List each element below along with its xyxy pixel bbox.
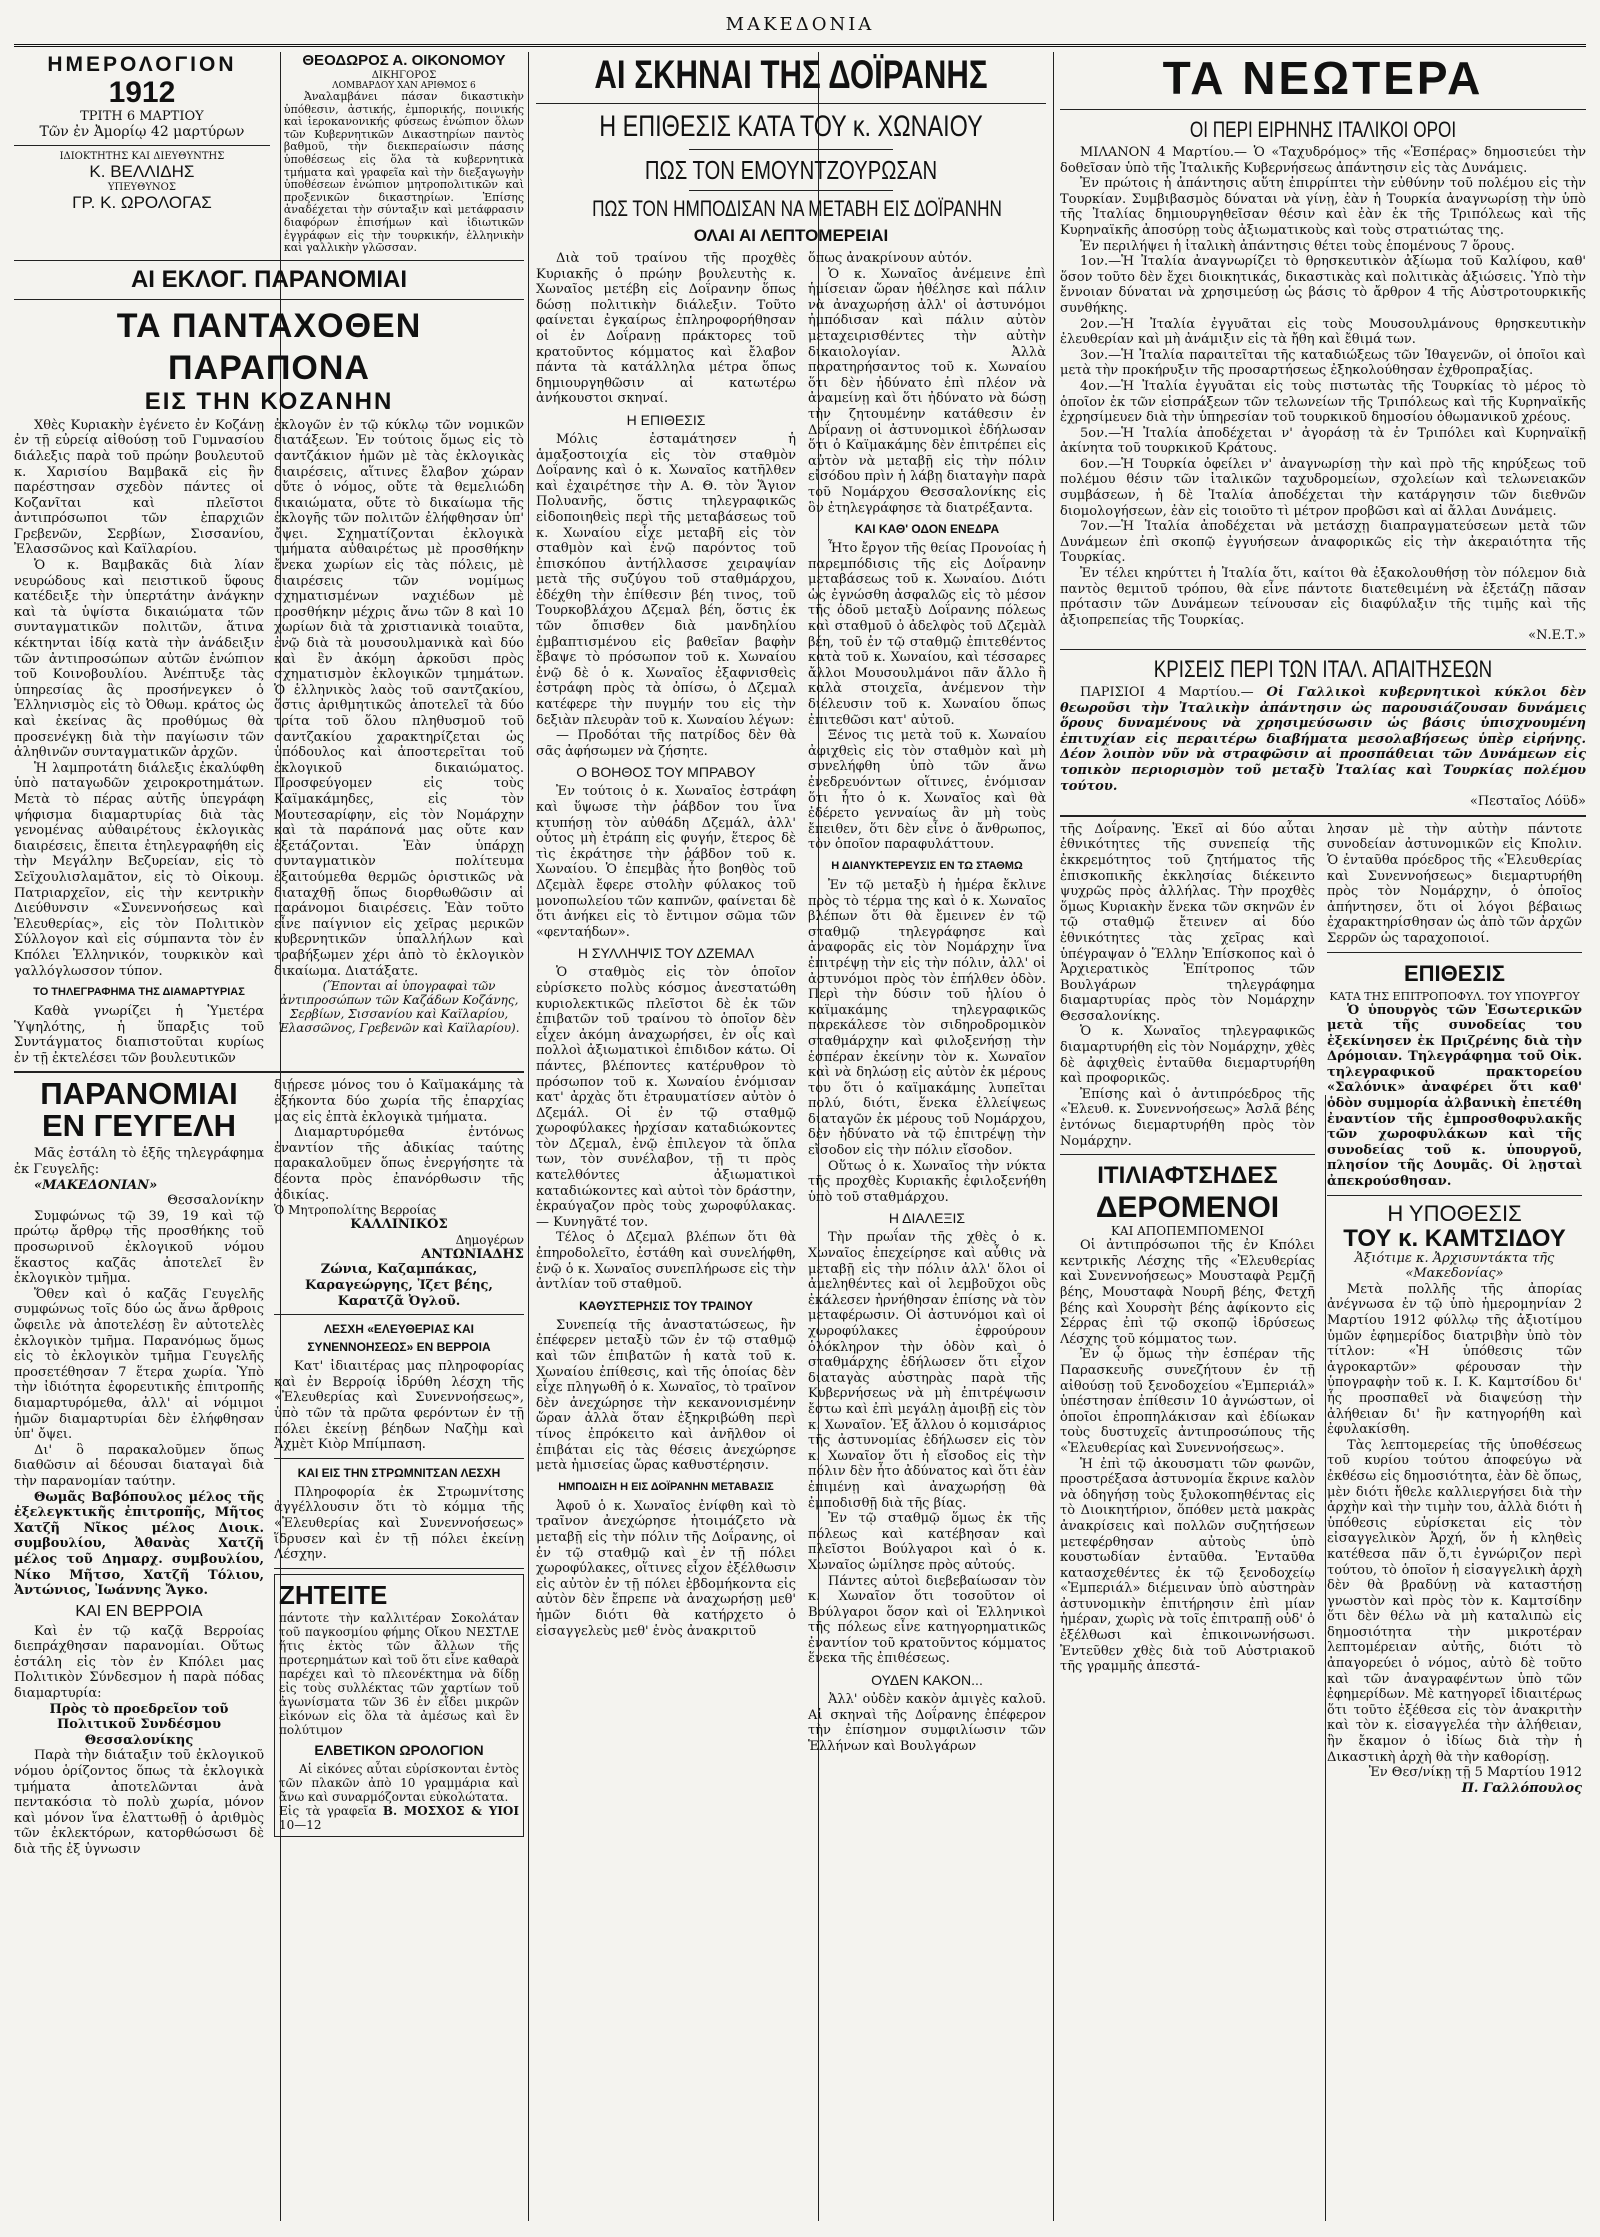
paragraph: Ἐν ᾧ ὅμως τὴν ἑσπέραν τῆς Παρασκευῆς συνεζήτουν ἐν τῇ αἰθούσῃ τοῦ ξενοδοχείου «Ἐμπεριάλ» ὑπέστησαν ἐπίθεσιν 10 ἀγνώστων, οἱ ὁποῖοι ἐπροπηλάκισαν καὶ ἐδίωκαν τοὺς δυστυχεῖς ἀντιπροσώπους τῆς «Ἐλευθερίας καὶ Συνεννοήσεως». — [1060, 1347, 1315, 1456]
kozani-title: ΤΑ ΠΑΝΤΑΧΟΘΕΝ ΠΑΡΑΠΟΝΑ — [116, 306, 422, 387]
ad-text: πάντοτε τὴν καλλιτέραν Σοκολάταν τοῦ παγκοσμίου φήμης Οἴκου ΝΕΣΤΛΕ ἥτις ἐκτὸς τῶν ἄλλων τῆς προτερημάτων καὶ τοῦ ὅτι εἶνε καθαρὰ παρέχει καὶ τὸ πλεονέκτημα νὰ δίδῃ εἰς τοὺς συλλέκτας τῶν χαρτίων τοῦ ἀγωνίσματα τῶν 36 ἐν εἴδει μικρῶν εἰκόνων εἰς ὅλα τὰ ἀμέσως καὶ ἓν πολύτιμον — [279, 1610, 519, 1737]
paragraph: Κατ' ἰδιαιτέρας μας πληροφορίας καὶ ἐν Βερροίᾳ ἱδρύθη λέσχη τῆς «Ἐλευθερίας καὶ Συνεννοήσεως», ὑπὸ τῶν τὰ πρῶτα φερόντων ἐν τῇ πόλει ἐκείνῃ βέηδων Ναζὴμ καὶ Ἀχμὲτ Κιὸρ Μπίμπαση. — [274, 1359, 524, 1453]
divider — [14, 260, 524, 261]
gevgeli-title2: ΕΝ ΓΕΥΓΕΛΗ — [41, 1108, 237, 1144]
term: 5ον.—Ἡ Ἰταλία ἀποδέχεται ν' ἀγοράσῃ τὰ ἐν Τριπόλει καὶ Κυρηναϊκῇ ἀκίνητα τοῦ τουρκικοῦ Κράτους. — [1060, 425, 1586, 457]
latest-lead: Ὁ «Ταχυδρόμος» τῆς «Ἑσπέρας» δημοσιεύει τὴν δοθεῖσαν ὑπὸ τῆς Ἰταλικῆς Κυβερνήσεως ἀπάντησιν εἰς τὰς Δυνάμεις. — [1060, 145, 1586, 176]
doirani-sub3: ΠΩΣ ΤΟΝ ΗΜΠΟΔΙΣΑΝ ΝΑ ΜΕΤΑΒΗ ΕΙΣ ΔΟΪΡΑΝΗΝ — [592, 196, 1002, 221]
right-lower-body — [1060, 822, 1586, 1797]
paragraph: Συνεπείᾳ τῆς ἀναστατώσεως, ἣν ἐπέφερεν μεταξὺ τῶν ἐν τῷ σταθμῷ καὶ τῶν ἐπιβατῶν ἡ κατὰ τοῦ κ. Χωναίου ἐπίθεσις, καὶ τῆς ὁποίας δὲν εἶχε πληγωθῆ ὁ κ. Χωναῖος, τὸ τραῖνον δὲν ἀνεχώρησε τὴν κεκανονισμένην ὥραν ἀλλὰ ὅταν ἐξηκριβώθη περὶ τίνος ἐπρόκειτο καὶ ἀνῆλθον οἱ ἐπιβάται εἰς τὰς θέσεις ἀνεχώρησε μετὰ ἡμισείας ὥρας καθυστέρησιν. — [536, 1317, 796, 1474]
kozani-kicker: ΑΙ ΕΚΛΟΓ. ΠΑΡΑΝΟΜΙΑΙ — [130, 265, 408, 293]
gevgeli-names: Θωμᾶς Βαβόπουλος μέλος τῆς ἐξελεγκτικῆς ἐπιτροπῆς, Μῆτος Χατζῆ Νῖκος μέλος Διοικ. συμβουλίου, Ἀθανὰς Χατζῆ μέλος τοῦ Δημαρχ. συμβουλίου, Νίκο Μῆτσο, Χατζῆ Τόλιου, Ἀντώνιος, Ἰωάννης Ἄγκο. — [14, 1489, 264, 1599]
ad-agent-line — [279, 1804, 519, 1832]
paragraph: Ὁ ὑπουργὸς τῶν Ἐσωτερικῶν μετὰ τῆς συνοδείας του ἐξεκίνησεν ἐκ Πριζρένης διὰ τὴν Δρόμοιαν. Τηλεγράφημα τοῦ Οἰκ. τηλεγραφικοῦ πρακτορείου «Σαλόνικ» ἀναφέρει ὅτι καθ' ὁδὸν συμμορία ἀλβανικὴ ἐπετέθη ἐναντίον τῆς ἐμπροσθοφυλακῆς τῶν χωροφυλάκων καὶ τῆς συνοδείας τοῦ κ. ὑπουργοῦ, πλησίον τῆς Δουμᾶς. Οἱ λῃσταὶ ἀπεκρούσθησαν. — [1327, 1002, 1582, 1190]
ad-hours: 10—12 — [279, 1817, 322, 1832]
paragraph: Ἐν τῷ σταθμῷ ὅμως ἐκ τῆς πόλεως καὶ κατέβησαν καὶ πλεῖστοι Βούλγαροι καὶ ὁ κ. Χωναῖος ὡμίλησε πρὸς αὐτούς. — [808, 1511, 1046, 1573]
right-lower-right-col — [1327, 822, 1582, 1797]
owner-label: ΙΔΙΟΚΤΗΤΗΣ ΚΑΙ ΔΙΕΥΘΥΝΤΗΣ — [59, 151, 225, 162]
divider — [1060, 815, 1586, 817]
lawyer-text: Ἀναλαμβάνει πάσαν δικαστικὴν ὑπόθεσιν, ἀστικής, ἐμπορικής, ποινικής καὶ ἱεροκανονικής φύσεως ἐνώπιον ὅλων τῶν Κυβερνητικῶν Δικαστηρίων παντὸς βαθμοῦ, τὴν διεκπεραίωσιν πάσης ὑποθέσεως εἰς ὅλα τὰ κυβερνητικὰ τμήματα καὶ γραφεῖα καὶ τὴν διεξαγωγὴν ὑποθέσεων ἐνώπιον μητροπολιτικῶν καὶ προξενικῶν δικαστηρίων. Ἐπίσης ἀναδέχεται τὴν σύνταξιν καὶ μετάφρασιν διαφόρων ἐπισήμων καὶ ἰδιωτικῶν ἐγγράφων εἰς τὴν τουρκικήν, ἑλληνικὴν καὶ γαλλικὴν γλῶσσαν. — [283, 90, 524, 255]
paragraph: Ἦτο ἔργον τῆς θείας Προνοίας ἡ παρεμπόδισις τῆς εἰς Δοΐρανην μεταβάσεως τοῦ κ. Χωναίου. Διότι ὡς ἐγνώσθη ἀσφαλῶς εἰς τὸ μέσον τῆς ὁδοῦ μεταξὺ Δοΐρανης πόλεως καὶ σταθμοῦ ὁ ἀδελφὸς τοῦ Δζεμὰλ βέη, τοῦ ἐν τῷ σταθμῷ ἐπιτεθέντος κατὰ τοῦ κ. Χωναίου, καὶ τέσσαρες ἄλλοι Μουσουλμάνοι πᾶν ἄλλο ἢ καλὰ στοιχεῖα, ἀνέμενον τὴν διέλευσιν τοῦ κ. Χωναίου ὅπως ἐπιτεθῶσι κατ' αὐτοῦ. — [808, 541, 1046, 728]
kozani-body — [14, 418, 524, 1067]
section-head: ΚΑΘΥΣΤΕΡΗΣΙΣ ΤΟΥ ΤΡΑΙΝΟΥ — [579, 1298, 753, 1313]
gevgeli-col — [14, 1078, 264, 1857]
calendar-title: ΗΜΕΡΟΛΟΓΙΟΝ — [47, 53, 237, 76]
kamtsidis-signature: Π. Γαλλόπουλος — [1461, 1780, 1582, 1796]
paragraph: Καθὰ γνωρίζει ἡ Ὑμετέρα Ὑψηλότης, ἡ ὕπαρξις τοῦ Συντάγματος διαπιστοῦται κυρίως ἐν τῇ ἐκτελέσει τῶν βουλευτικῶν — [14, 1004, 264, 1066]
paragraph: Ὁ σταθμὸς εἰς τὸν ὁποῖον εὑρίσκετο πολὺς κόσμος ἀνεστατώθη κυριολεκτικῶς πλεῖστοι δὲ ἐκ τῶν ἐπιβατῶν τοῦ τραίνου τὸ ὁποῖον δὲν εἶχεν ἀκόμη ἀναχωρήσει, ἐν οἷς καὶ πολλοὶ ἀξιωματικοὶ ἐπιδιδον κάτω. Οἱ πάντες, βλέποντες κατέρυθρον τὸ πρόσωπον τοῦ κ. Χωναίου ἐνόμισαν κατ' ἀρχὰς ὅτι ἐτραυματίσεν αὐτὸν ὁ Δζεμάλ. Οἱ ἐν τῷ σταθμῷ χωροφύλακες ἠρχίσαν καταδιώκοντες τὸν Δζεμαλ, ἐνῷ ἐπιλεγον τὰ ὅπλα των, τὸν συνέλαβον, τῇ τι πρὸς κατελθόντες ἀξιωματικοὶ καταδιώκοντες καὶ αὐτοὶ τὸν δράστην, ἐκραύγαζον πρὸς τοὺς χωροφύλακας. — Κυνηγᾶτέ τον. — [536, 965, 796, 1230]
itil-sub: ΔΕΡΟΜΕΝΟΙ — [1095, 1191, 1280, 1225]
attack-sub: ΚΑΤΑ ΤΗΣ ΕΠΙΤΡΟΠΟΦΥΛ. ΤΟΥ ΥΠΟΥΡΓΟΥ — [1329, 989, 1580, 1003]
paragraph: Ἐπίσης καὶ ὁ ἀντιπρόεδρος τῆς «Ἐλευθ. κ. Συνεννοήσεως» Ἀσλᾶ βέης ἐντόνως διεμαρτυρήθη πρὸς τὸν Νομάρχην. — [1060, 1086, 1315, 1149]
paragraph: Ἐν πρώτοις ἡ ἀπάντησις αὕτη ἐπιρρίπτει τὴν εὐθύνην τοῦ πολέμου εἰς τὴν Τουρκίαν. Συμβιβασμὸς δύναται νὰ γίνῃ, ἐὰν ἡ Τουρκία ἀναγνωρίσῃ τὴν ὑπὸ τῆς Ἰταλίας δημιουργηθεῖσαν θέσιν καὶ ἐὰν ἐκ τῆς Τριπόλεως καὶ τῆς Κυρηναϊκῆς ἀποσύρῃ τοὺς ἀξιωματικοὺς καὶ τοὺς στρατιώτας της. — [1060, 176, 1586, 238]
club-strumitsa-title: ΚΑΙ ΕΙΣ ΤΗΝ ΣΤΡΩΜΝΙΤΣΑΝ ΛΕΣΧΗ — [297, 1465, 501, 1480]
latest-dateline: ΜΙΛΑΝΟΝ 4 Μαρτίου.— — [1080, 145, 1247, 160]
ad-agent: Β. ΜΟΣΧΟΣ & ΥΙΟΙ — [382, 1803, 519, 1818]
divider — [274, 1458, 524, 1459]
ad-title: ΖΗΤΕΙΤΕ — [279, 1579, 388, 1610]
paragraph: ὅπως ἀνακρίνουν αὐτόν. — [808, 251, 973, 266]
paragraph: Μετὰ πολλῆς τῆς ἀπορίας ἀνέγνωσα ἐν τῷ ὑπὸ ἡμερομηνίαν 2 Μαρτίου 1912 φύλλῳ τῆς ἀξιοτίμου ὑμῶν ἐφημερίδος διατριβὴν ὑπὸ τὸν τίτλον: «Ἡ ὑπόθεσις τῶν ἀγροκαρτῶν» φέρουσαν τὴν ὑπογραφὴν τοῦ κ. Ι. Κ. Καμτσίδου δι' ἧς προσπαθεῖ νὰ διαψεύσῃ τὴν ἀλήθειαν δι' ἣν κατηγορήθη καὶ ἐφυλακίσθη. — [1327, 1281, 1582, 1438]
doirani-sub1: Η ΕΠΙΘΕΣΙΣ ΚΑΤΑ ΤΟΥ κ. ΧΩΝΑΙΟΥ — [599, 110, 983, 143]
ad-prize: ΕΛΒΕΤΙΚΟΝ ΩΡΟΛΟΓΙΟΝ — [314, 1741, 484, 1758]
paragraph: Ἀλλ' οὐδὲν κακὸν ἀμιγὲς καλοῦ. Αἱ σκηναὶ τῆς Δοΐρανης ἐπέφερον τὴν ἐπίσημον συμφιλίωσιν τῶν Ἑλλήνων καὶ Βουλγάρων — [808, 1692, 1046, 1754]
attack-title: ΕΠΙΘΕΣΙΣ — [1404, 960, 1505, 986]
paragraph: Παρὰ τὴν διάταξιν τοῦ ἐκλογικοῦ νόμου ὁρίζοντος ὅπως τὰ ἐκλογικὰ τμήματα ἀποτελῶνται ἀνὰ πεντακόσια τὸ πολὺ χωρία, μόνον καὶ μόνον ἵνα ἐλαττωθῇ ὁ ἀριθμὸς τῶν ἐκλεκτόρων, κατορθώσωσι δὲ διὰ τῆς ἐξ ὑγνωσιν — [14, 1748, 264, 1857]
paragraph: Διὰ τοῦ τραίνου τῆς προχθὲς Κυριακῆς ὁ πρώην βουλευτὴς κ. Χωναῖος μετέβη εἰς Δοΐρανην ὅπως δώσῃ πολιτικὴν διάλεξιν. Τοῦτο φαίνεται ἐγκαίρως ἐπληροφορήθησαν οἱ ἐν Δοΐρανῃ πράκτορες τοῦ κρατοῦντος κόμματος καὶ ἔλαβον πάντα τὰ κατάλληλα μέτρα ὅπως δημιουργηθῶσιν αἱ κατωτέρω ἀνήκουστοι σκηναί. — [536, 251, 796, 407]
paragraph: διῄρεσε μόνος του ὁ Καϊμακάμης τὰ ἑξήκοντα δύο χωρία τῆς ἐπαρχίας μας εἰς ἑπτὰ ἐκλογικὰ τμήματα. — [274, 1078, 524, 1125]
veria-others: Ζώνια, Καζαμπάκας, Καραγεώργης, Ἰζετ βέης, Καρατζᾶ Ὀγλοῦ. — [305, 1262, 493, 1309]
paragraph: Δι' ὃ παρακαλοῦμεν ὅπως διαθῶσιν αἱ δέουσαι διαταγαὶ διὰ τὴν παρανομίαν ταύτην. — [14, 1442, 264, 1489]
chocolate-ad — [274, 1574, 524, 1837]
divider — [274, 1568, 524, 1569]
divider — [536, 103, 1046, 104]
top-left-boxes — [14, 52, 524, 255]
doirani-title: ΑΙ ΣΚΗΝΑΙ ΤΗΣ ΔΟΪΡΑΝΗΣ — [594, 53, 988, 97]
kozani-signatures: (Ἕπονται αἱ ὑπογραφαὶ τῶν ἀντιπροσώπων τῶν Καζάδων Κοζάνης, Σερβίων, Σισσανίου καὶ Καϊλαρίου, Ἐλασσῶνος, Γρεβενῶν καὶ Καϊλαρίου). — [278, 979, 520, 1036]
term: 7ον.—Ἡ Ἰταλία ἀποδέχεται νὰ μετάσχῃ διαπραγματεύσεων μετὰ τῶν Δυνάμεων ἐπὶ σκοπῷ ἐγγυήσεων ἀναφορικῶς εἰς τὴν ἀκεραιότητα τῆς Τουρκίας. — [1060, 519, 1586, 566]
masthead: ΜΑΚΕΔΟΝΙΑ — [725, 14, 875, 35]
paragraph: ἐκλογῶν ἐν τῷ κύκλῳ τῶν νομικῶν διατάξεων. Ἐν τούτοις ὅμως εἰς τὸ σαντζάκιον ἡμῶν μὲ τὰς ἐκλογικὰς διαιρέσεις, αἵτινες ἔλαβον χώραν οὔτε ὁ νόμος, οὔτε τὰ θεμελιώδη δικαιώματα, οὔτε τὸ δικαίωμα τῆς ἐκλογῆς τῶν πολιτῶν ἐλήφθησαν ὑπ' ὄψει. Σχηματίζονται ἐκλογικὰ τμήματα αὐθαιρέτως μὲ προσθήκην ἔνεκα χωρίων εἰς τὰς πόλεις, μὲ διαιρέσεις τῶν νομίμως σχηματισμένων ναχιέδων μὲ προσθήκην μέχρις ἄνω τῶν 8 καὶ 10 χωρίων διὰ τὰ χριστιανικὰ τοιαῦτα, ἐνῷ διὰ τὰ μουσουλμανικὰ καὶ δύο καὶ ἓν ἀκόμη ἀρκοῦσι πρὸς σχηματισμὸν ἐκλογικῶν τμημάτων. Ὁ ἑλληνικὸς λαὸς τοῦ σαντζακίου, ὅστις ἀριθμητικῶς ἀποτελεῖ τὰ δύο τρίτα τοῦ ὅλου πληθυσμοῦ τοῦ σαντζακίου χαρακτηρίζεται ὡς ὑπόδουλος καὶ ἀποστερεῖται τοῦ ἐκλογικοῦ δικαιώματος. Προσφεύγομεν εἰς τοὺς Καϊμακάμηδες, εἰς τὸν Μουτεσαρίφην, εἰς τὸν Νομάρχην καὶ τὰ παράπονά μας οὔτε καν ἐξετάζονται. Ἐὰν ὑπάρχῃ συνταγματικὸν πολίτευμα ἐξαιτούμεθα θερμῶς ὁριστικῶς νὰ διαταχθῇ ὅπως διορθωθῶσιν αἱ παράνομοι διαιρέσεις. Ἐὰν τοῦτο εἶνε παίγνιον εἰς χεῖρας μερικῶν κυβερνητικῶν ὑπαλλήλων καὶ τραβήξωμεν χέρι ἀπὸ τὸ ἐκλογικὸν δικαίωμα. Διατάξατε. — [274, 417, 524, 979]
itil-title: ΙΤΙΛΙΑΦΤΣΗΔΕΣ — [1097, 1162, 1278, 1190]
doirani-sub2: ΠΩΣ ΤΟΝ ΕΜΟΥΝΤΖΟΥΡΩΣΑΝ — [644, 155, 938, 185]
section-head: Η ΔΙΑΝΥΚΤΕΡΕΥΣΙΣ ΕΝ ΤΩ ΣΤΑΘΜΩ — [831, 859, 1023, 872]
divider — [14, 1071, 524, 1073]
crises-source: «Πεσταῖος Λόϋδ» — [1469, 794, 1586, 810]
paragraph: Πάντες αὐτοὶ διεβεβαίωσαν τὸν κ. Χωναῖον ὅτι τοσοῦτον οἱ Βούλγαροι ὅσον καὶ οἱ Ἑλληνικοὶ τῆς πόλεως εἶνε κατηγορηματικῶς ἐναντίον τοῦ κρατοῦντος κόμματος ἕνεκα τῆς ἐπιθέσεως. — [808, 1573, 1046, 1667]
owner-name: Κ. ΒΕΛΛΙΔΗΣ — [89, 162, 195, 181]
latest-title: ΟΙ ΠΕΡΙ ΕΙΡΗΝΗΣ ΙΤΑΛΙΚΟΙ ΟΡΟΙ — [1189, 117, 1457, 142]
crises-text: Οἱ Γαλλικοὶ κυβερνητικοὶ κύκλοι δὲν θεωροῦσι τὴν Ἰταλικὴν ἀπάντησιν ὡς παρουσιάζουσαν δυνάμεις ὅρους δυναμένους νὰ χρησιμεύσωσιν ὡς βάσις ὑπισχνουμένη ἐπιτυχίαν εἰς περαιτέρω διαβήματα μεσολαβήσεως ὑπὲρ εἰρήνης. Δέον λοιπὸν νῦν νὰ στραφῶσιν αἱ προσπάθειαι τῶν Δυνάμεων εἰς τοπικὸν περιορισμὸν τοῦ μεταξὺ Ἰταλίας καὶ Τουρκίας πολέμου τούτου. — [1060, 685, 1586, 794]
crises-title: ΚΡΙΣΕΙΣ ΠΕΡΙ ΤΩΝ ΙΤΑΛ. ΑΠΑΙΤΗΣΕΩΝ — [1153, 656, 1493, 683]
paragraph: τῆς Δοΐρανης. Ἐκεῖ αἱ δύο αὗται ἐθνικότητες τῆς συνεπείᾳ τῆς ἐκκρεμότητος τοῦ ζητήματος τῆς ἐπισκοπικῆς ἐκκλησίας διέκειντο ψυχρῶς πρὸς ἀλλήλας. Τὴν προχθὲς ὅμως Κυριακὴν ἕνεκα τῶν σκηνῶν ἐν τῷ σταθμῷ ἔτεινεν αἱ δύο ἐθνικότητες τὰς χεῖρας καὶ ὑπέγραψαν ὁ Ἕλλην Ἐπίσκοπος καὶ ὁ Ἀρχιερατικὸς Ἐπίτροπος τῶν Βουλγάρων τηλεγράφημα διαμαρτυρίας πρὸς τὸν Νομάρχην Θεσσαλονίκης. — [1060, 821, 1315, 1024]
paragraph: Ἡ λαμπροτάτη διάλεξις ἐκαλύφθη ὑπὸ παταγωδῶν χειροκροτημάτων. Μετὰ τὸ πέρας αὐτῆς ὑπεγράφη ψήφισμα διαμαρτυρίας διὰ τὰς γενομένας αὐθαιρέτους ἐκλογικὰς διαιρέσεις, ἔπειτα ἐτηλεγραφήθη εἰς τὴν Μεγάλην Βεζυρείαν, εἰς τὸ Σεϊχουλισλαμᾶτον, εἰς τὸ Οἰκουμ. Πατριαρχεῖον, εἰς τὴν κεντρικὴν Διεύθυνσιν «Συνεννοήσεως καὶ Ἐλευθερίας», εἰς τὸν Πολιτικὸν Σύλλογον καὶ εἰς σύμπαντα τὸν ἐν Κπόλει Ἑλληνικόν, τουρκικὸν καὶ γαλλόγλωσσον τύπον. — [14, 760, 264, 979]
section-head: Η ΣΥΛΛΗΨΙΣ ΤΟΥ ΔΖΕΜΑΛ — [577, 945, 755, 962]
gevgeli-city: Θεσσαλονίκην — [167, 1193, 264, 1209]
ad-text2: Αἱ εἰκόνες αὗται εὑρίσκονται ἐντὸς τῶν πλακῶν ἀπὸ 10 γραμμάρια καὶ ἄνω καὶ συναρμόζονται εὐκολώτατα. — [279, 1761, 519, 1804]
term: 4ον.—Ἡ Ἰταλία ἐγγυᾶται εἰς τοὺς πιστωτὰς τῆς Τουρκίας τὸ μέρος τὸ ὁποῖον ἐκ τῶν εἰσπράξεων τῶν τελωνείων τῆς Τριπόλεως καὶ τῆς Κυρηναϊκῆς ἐχρησίμευεν διὰ τὴν ὑπηρεσίαν τοῦ τουρκικοῦ δημοσίου ὀθωμανικοῦ χρέους. — [1060, 378, 1586, 426]
term: 6ον.—Ἡ Τουρκία ὀφείλει ν' ἀναγνωρίσῃ τὴν καὶ πρὸ τῆς κηρύξεως τοῦ πολέμου θέσιν τῶν ἰταλικῶν ταχυδρομείων, σχολείων καὶ τελωνειακῶν συμβάσεων, ἡ δὲ Ἰταλία ἀποδέχεται τὴν κατάργησιν τῶν διεθνῶν διομολογήσεων, ἐὰν εἰς τοιοῦτο τὶ μέτρον προβῶσι καὶ αἱ ἄλλαι Δυνάμεις. — [1060, 456, 1586, 519]
paragraph: Ἐν τούτοις ὁ κ. Χωναῖος ἐστράφη καὶ ὕψωσε τὴν ῥάβδον του ἵνα κτυπήσῃ τὸν αὐθάδη Δζεμάλ, ἀλλ' οὗτος μὴ ἐτράπη εἰς φυγήν, ἕτερος δὲ τὶς ἐκράτησε τὴν ῥάβδον τοῦ κ. Χωναίου. Ὁ ἐπεμβὰς ἦτο βοηθὸς τοῦ Δζεμὰλ ἔφερε στολὴν φύλακος τοῦ μονοπωλείου τῶν καπνῶν, φαίνεται δὲ ὅτι ἀνήκει εἰς τὸ ἔντιμον σῶμα τῶν «φενταήδων». — [536, 784, 796, 940]
doirani-body — [536, 251, 1046, 1754]
calendar-year: 1912 — [108, 76, 176, 109]
paragraph: Ὁ κ. Χωναῖος τηλεγραφικῶς διαμαρτυρήθη εἰς τὸν Νομάρχην, χθὲς δὲ ἀφιχθεὶς ἐνταῦθα διεμαρτυρήθη καὶ προφορικῶς. — [1060, 1024, 1315, 1087]
bishop-name: ΚΑΛΛΙΝΙΚΟΣ — [350, 1217, 448, 1233]
paragraph: Τὴν πρωΐαν τῆς χθὲς ὁ κ. Χωναῖος ἐπεχείρησε καὶ αὖθις νὰ μεταβῇ εἰς τὴν πόλιν ἀλλ' ὅλοι οἱ ἀμεληθέντες καὶ οἱ λεμβοῦχοι οὓς ἐκάλεσεν ἠρνήθησαν ἐπίσης νὰ τὸν μεταφέρωσιν. Οἱ ἀστυνόμοι καὶ οἱ χωροφύλακες ἐφρούρουν ὁλόκληρον τὴν ὁδὸν καὶ ὁ σταθμάρχης ἐδήλωσεν ὅτι εἶχον διαταγὰς αὐστηρὰς παρὰ τῆς Κυβερνήσεως νὰ μὴ ἐπιτρέψωσιν ἔστω καὶ ἐπὶ μεγάλῃ ἀμοιβῇ εἰς τὸν κ. Χωναῖον. Ἐξ ἄλλου ὁ κομισάριος τῆς ἀστυνομίας ἐδήλωσεν εἰς τὸν κ. Χωναῖον ὅτι ἡ εἴσοδος εἰς τὴν πόλιν δὲν ἦτο ἀδύνατος καὶ ὅτι ἐὰν ἐπιμένῃ καὶ ἀναχωρήσῃ θὰ ἐμποδισθῇ διὰ τῆς βίας. — [808, 1230, 1046, 1511]
ad-agent-prefix: Εἰς τὰ γραφεῖα — [279, 1803, 377, 1818]
paragraph: Μόλις ἐσταμάτησεν ἡ ἁμαξοστοιχία εἰς τὸν σταθμὸν Δοΐρανης καὶ ὁ κ. Χωναῖος κατῆλθεν καὶ ἐχαιρέτησε τὴν Α. Θ. τὸν Ἅγιον Πολυανῆς, ὅστις τηλεγραφικῶς εἰδοποιηθεὶς περὶ τῆς μεταβάσεως τοῦ κ. Χωναίου εἶχε μεταβῆ εἰς τὸν σταθμὸν καὶ ἐνῷ παρόντος τοῦ ἐπισκόπου ἀντήλλασσε χειραψίαν μετὰ τῆς συζύγου τοῦ σταθμάρχου, ἐδέχθη τὴν ἐπίθεσιν βέη τινος, τοῦ Τουρκοβλάχου Δζεμαλ βέη, ὅστις ἐκ τῶν ὄπισθεν διὰ μανδηλίου ἐμβαπτισμένου εἰς βαθεῖαν βαφὴν ἔβαψε τὸ πρόσωπον τοῦ κ. Χωναίου ἐνῷ δὲ ὁ κ. Χωναῖος ἐξαφνισθεὶς ἐστράφη πρὸς τὰ ὀπίσω, ὁ Δζεμαλ κατέφερε τὴν πυγμήν του εἰς τὴν δεξιὰν πλευρὰν τοῦ κ. Χωναίου λέγων: — [536, 431, 796, 728]
paragraph: Τέλος ὁ Δζεμαλ βλέπων ὅτι θὰ ἐπηροδολεῖτο, ἐστάθη καὶ συνελήφθη, ἐνῷ ὁ κ. Χωναῖος συνεπλήρωσε εἰς τὴν ἀντλίαν τοῦ σταθμοῦ. — [536, 1230, 796, 1293]
center-block — [536, 52, 1046, 2222]
left-block — [14, 52, 524, 2222]
paragraph: Ξένος τις μετὰ τοῦ κ. Χωναίου ἀφιχθεὶς εἰς τὸν σταθμὸν καὶ μὴ συνελήφθη ὑπὸ τῶν ἄνω ἐνεδρευόντων οἵτινες, ἐνόμισαν ὅτι ἦτο ὁ κ. Χωναῖος καὶ θὰ ἐδέρετο γενναίως ἂν μὴ τοὺς ἔπειθεν, ὅτι δὲν εἶνε ὁ ἄνθρωπος, τὸν ὁποῖον παραφυλάττουν. — [808, 728, 1046, 853]
lawyer-title: ΔΙΚΗΓΟΡΟΣ — [371, 70, 437, 81]
paragraph: Ὁ κ. Χωναῖος ἀνέμεινε ἐπὶ ἡμίσειαν ὥραν ἠθέλησε καὶ πάλιν νὰ ἀναχωρήσῃ ἀλλ' οἱ ἀστυνόμοι ἠμπόδισαν καὶ πάλιν αὐτὸν μεταχειρισθέντες τὴν αὐτὴν δικαιολογίαν. Ἀλλὰ παρατηρήσαντος τοῦ κ. Χωναίου ὅτι δὲν ἠδύνατο ἐπὶ πλέον νὰ ἀναμείνῃ καὶ ὅτι ἠδύνατο νὰ δώσῃ τὴν ζητουμένην κατάθεσιν ἐν Δοΐρανῃ οἱ ἀστυνομικοὶ ἐδήλωσαν ὅτι ὁ Καϊμακάμης δὲν ἐπιτρέπει εἰς αὐτὸν νὰ μεταβῇ εἰς τὴν πόλιν εἰσόδου πρὶν ἡ λάβῃ διαταγὴν παρὰ τοῦ Νομάρχου Θεσσαλονίκης εἰς ὃν ἐτηλεγράφησε τὰ διατρέξαντα. — [808, 266, 1046, 516]
calendar-box — [14, 52, 276, 255]
kozani-right-col — [274, 418, 524, 1067]
paragraph: λησαν μὲ τὴν αὐτὴν πάντοτε συνοδείαν ἀστυνομικῶν εἰς Κπολιν. Ὁ ἐνταῦθα πρόεδρος τῆς «Ἐλευθερίας καὶ Συνεννοήσεως» διεμαρτυρήθη πρὸς τὸν Νομάρχην, ὁ ὁποῖος ἀπήντησεν, ὅτι οἱ λόγοι βέβαιως ἐχαρακτηρίσθησαν ὡς ἀπὸ τῶν ἀρχῶν Σερρῶν ὡς ταραχοποιοί. — [1327, 821, 1582, 946]
calendar-day: ΤΡΙΤΗ 6 ΜΑΡΤΙΟΥ — [80, 109, 204, 124]
column-rule — [528, 52, 529, 2221]
paragraph: Οὕτως ὁ κ. Χωναῖος τὴν νύκτα τῆς προχθὲς Κυριακῆς ἐφιλοξενήθη ὑπὸ τοῦ σταθμάρχου. — [808, 1158, 1046, 1205]
right-lower-left-col — [1060, 822, 1315, 1797]
gevgeli-addressee: «ΜΑΚΕΔΟΝΙΑΝ» — [34, 1177, 158, 1193]
paragraph: Ὅθεν καὶ ὁ καζᾶς Γευγελῆς συμφώνως τοῖς δύο ὡς ἄνω ἄρθροις ὤφειλε νὰ ἀποτελέσῃ ἓν αὐτοτελὲς ἐκλογικὸν τμῆμα. Παρανόμως ὅμως εἰς τὸ ἐκλογικὸν τμῆμα Γευγελῆς προσετέθησαν 7 ἕτερα χωρία. Ὑπὸ τὴν ἰδιότητα ἐφορευτικῆς ἐπιτροπῆς διαμαρτυρόμεθα, ἀλλ' αἱ νόμιμοι ἡμῶν διαμαρτυρίαι δὲν ἐλήφθησαν ὑπ' ὄψει. — [14, 1286, 264, 1443]
section-head: Ο ΒΟΗΘΟΣ ΤΟΥ ΜΠΡΑΒΟΥ — [576, 764, 756, 781]
paragraph: Καὶ ἐν τῷ καζᾷ Βερροίας διεπράχθησαν παρανομίαι. Οὕτως ἐστάλη εἰς τὸν ἐν Κπόλει μας Πολιτικὸν Σύνδεσμον ἡ παρὰ πόδας διαμαρτυρία: — [14, 1623, 264, 1702]
paragraph: Μᾶς ἐστάλη τὸ ἑξῆς τηλεγράφημα ἐκ Γευγελῆς: — [14, 1146, 264, 1178]
column-rule — [1053, 52, 1054, 2221]
divider — [689, 190, 893, 191]
resp-name: ΓΡ. Κ. ΩΡΟΛΟΓΑΣ — [72, 193, 212, 212]
paragraph: Τὰς λεπτομερείας τῆς ὑποθέσεως τοῦ κυρίου τούτου ἀποφεύγω νὰ ἐκθέσω εἰς δημοσιότητα, ἐὰν δὲ ὅπως, μὲν διότι ἤθελε καλλιεργήσει διὰ τὴν ἀρχὴν καὶ τὴν τιμὴν του, ἀλλὰ διότι ἡ ὑπόθεσις εὑρίσκεται εἰς τὸν εἰσαγγελικὸν Ἀρχή, ὅν ἡ κληθεὶς κατέθεσα πᾶν ὅ,τι ἐγνώριζον περὶ τούτου, τὸ ὁποῖον ἡ εἰσαγγελικὴ ἀρχὴ δὲν θὰ βραδύνῃ νὰ καταστήσῃ γνωστὸν καὶ πρὸς τὸν κ. Καμτσίδην ὅτι δὲν θέλω νὰ μὴ καταλιπὼ εἰς δημοσιότητα τὴν μικροτέραν λεπτομέρειαν αὐτῆς, διότι τὸ ἀπαγορεύει ὁ νόμος, αὐτὸ δὲ τοῦτο καὶ τῶν ἀναγραφέντων ὑπὸ τῶν ἐφημερίδων. Μὲ κατηγορεῖ ἰδιαιτέρως ὅτι τοῦτο ἐξέθεσα εἰς τὸν ἀνακριτὴν καὶ τὸν κ. εἰσαγγελέα τὴν ἀλήθειαν, ἣν ἔκαμον ὁ ἰδίως διὰ τὴν ἡ Δικαστικὴ ἀρχὴ θὰ τὴν καθορίσῃ. — [1327, 1437, 1582, 1765]
veria-col — [274, 1078, 524, 1857]
telegram-head: ΤΟ ΤΗΛΕΓΡΑΦΗΜΑ ΤΗΣ ΔΙΑΜΑΡΤΥΡΙΑΣ — [33, 986, 245, 999]
latest-lead-line — [1060, 145, 1586, 176]
paragraph: Χθὲς Κυριακὴν ἐγένετο ἐν Κοζάνῃ ἐν τῇ εὐρείᾳ αἰθούσῃ τοῦ Γυμνασίου διάλεξις παρὰ τοῦ πρώην βουλευτοῦ κ. Χαρισίου Βαμβακᾶ εἰς ἣν παρέστησαν σχεδὸν πάντες οἱ Κοζανῖται καὶ πλεῖστοι ἀντιπρόσωποι τῶν ἐπαρχιῶν Γρεβενῶν, Σερβίων, Σισσανίου, Ἐλασσῶνος καὶ Καϊλαρίου. — [14, 417, 264, 558]
term: 2ον.—Ἡ Ἰταλία ἐγγυᾶται εἰς τοὺς Μουσουλμάνους θρησκευτικὴν ἐλευθερίαν καὶ μὴ ἀνάμιξιν εἰς τὰ ἤθη καὶ ἔθιμά των. — [1060, 316, 1586, 348]
divider — [274, 1314, 524, 1315]
kamtsidis-title1: Η ΥΠΟΘΕΣΙΣ — [1387, 1200, 1522, 1226]
resp-label: ΥΠΕΥΘΥΝΟΣ — [107, 182, 176, 193]
veria-title: ΚΑΙ ΕΝ ΒΕΡΡΟΙΑ — [75, 1602, 203, 1620]
kozani-subtitle: ΕΙΣ ΤΗΝ ΚΟΖΑΝΗΝ — [144, 387, 394, 415]
paragraph: Ἀφοῦ ὁ κ. Χωναῖος ἐνίφθη καὶ τὸ τραῖνον ἀνεχώρησε ἠτοιμάζετο νὰ μεταβῇ εἰς τὴν πόλιν τῆς Δοΐρανης, οἱ ἐν τῷ σταθμῷ καὶ ἐν τῇ πόλει χωροφύλακες, οἵτινες εἶχον ἐξέλθωσιν εἰς αὐτὸν ἐν τῇ πόλει ἐβδομήκοντα εἰς αὐτὸν δὲν ἔπρεπε νὰ ἀναχωρήσῃ μεθ' ἡμῶν διότι θὰ κατήρχετο ὁ εἰσαγγελεὺς μεθ' ἑνὸς ἀνακριτοῦ — [536, 1498, 796, 1639]
gevgeli-title1: ΠΑΡΑΝΟΜΙΑΙ — [40, 1076, 238, 1112]
kozani-left-col — [14, 418, 264, 1067]
doirani-col-left — [536, 251, 796, 1754]
calendar-saints: Τῶν ἐν Ἀμορίῳ 42 μαρτύρων — [39, 124, 245, 140]
latest-banner: ΤΑ ΝΕΩΤΕΡΑ — [1162, 52, 1484, 104]
lawyer-ad — [276, 52, 524, 255]
section-head: Η ΕΠΙΘΕΣΙΣ — [626, 411, 706, 428]
kamtsidis-salute: Ἀξιότιμε κ. Ἀρχισυντάκτα τῆς «Μακεδονίας» — [1354, 1250, 1555, 1282]
mayor-label: Δημογέρων — [455, 1232, 524, 1247]
divider — [1327, 1195, 1582, 1196]
club-veria-title: ΛΕΣΧΗ «ΕΛΕΥΘΕΡΙΑΣ ΚΑΙ ΣΥΝΕΝΝΟΗΣΕΩΣ» ΕΝ ΒΕΡΡΟΙΑ — [307, 1322, 491, 1355]
crises-line — [1060, 685, 1586, 794]
paragraph: Συμφώνως τῷ 39, 19 καὶ τῷ πρώτῳ ἄρθρῳ τῆς προσθήκης τοῦ προσωρινοῦ ἐκλογικοῦ νόμου ἕκαστος καζᾶς ἀποτελεῖ ἓν ἐκλογικὸν τμῆμα. — [14, 1208, 264, 1287]
itil-sub2: ΚΑΙ ΑΠΟΠΕΜΠΟΜΕΝΟΙ — [1110, 1224, 1265, 1239]
kamtsidis-date: Ἐν Θεσ/νίκῃ τῇ 5 Μαρτίου 1912 — [1368, 1765, 1582, 1781]
section-head: ΗΜΠΟΔΙΣΗ Η ΕΙΣ ΔΟΪΡΑΝΗΝ ΜΕΤΑΒΑΣΙΣ — [558, 1480, 774, 1493]
paragraph: Ὁ κ. Βαμβακᾶς διὰ λίαν νευρώδους καὶ πειστικοῦ ὕφους κατέδειξε τὴν ὑπερτάτην ἀνάγκην καὶ τὰ ὑψίστα δικαιώματα τῶν συνταγματικῶν πολιτῶν, ἅτινα κέκτηνται ἰδίᾳ κατὰ τὴν ἀνάδειξιν τῶν ἀντιπροσώπων αὐτῶν ἐνώπιον τοῦ Κοινοβουλίου. Ἀνέπτυξε τὰς ὑπηρεσίας ἃς προσήνεγκεν ὁ Ἑλληνισμὸς εἰς τὸ Ὀθωμ. κράτος ὡς καὶ ἐκείνας ἃς προθύμως θὰ προσενέγκῃ διὰ τὴν παγίωσιν τῶν ἀληθινῶν συνταγματικῶν ἀρχῶν. — [14, 558, 264, 761]
paragraph: Διαμαρτυρόμεθα ἐντόνως ἐναντίον τῆς ἀδικίας ταύτης παρακαλοῦμεν ὅπως ἐνεργήσητε τὰ δέοντα πρὸς ἐπανόρθωσιν τῆς ἀδικίας. — [274, 1125, 524, 1203]
mayor-name: ΑΝΤΩΝΙΑΔΗΣ — [421, 1246, 524, 1262]
paragraph: Ἡ ἐπὶ τῷ ἀκουσματι τῶν φωνῶν, προστρέξασα ἀστυνομία ἔκρινε καλὸν νὰ ὁδηγήσῃ τοὺς ξυλοκοπηθέντας εἰς τὸ Διοικητήριον, ὅπόθεν μετὰ μακρὰς ἀνακρίσεις καὶ πολλῶν συζητήσεων μετεφέρθησαν αὐτοὺς ὑπὸ κουστωδίαν ἐνταῦθα. Ἐνταῦθα κατασχεθέντες ἐκ τῷ ξενοδοχείῳ «Ἐμπεριάλ» διέμειναν ὑπὸ αὐστηρὰν ἀστυνομικὴν ἐπιτήρησιν ἐπὶ μίαν ἡμέραν, χωρὶς νὰ τοῖς ἐπιτραπῇ οὐδ' ὁ ἐξέλθωσι καὶ ἐπικοινωνήσωσι. Ἐντεῦθεν χθὲς διὰ τοῦ Αὐστριακοῦ τῆς γραμμῆς ἀπεστά- — [1060, 1456, 1315, 1675]
paragraph: Οἱ ἀντιπρόσωποι τῆς ἐν Κπόλει κεντρικῆς Λέσχης τῆς «Ἐλευθερίας καὶ Συνεννοήσεως» Μουσταφὰ Ρεμζῆ βέης, Μουσταφὰ Νουρῆ βέης, Φετχῆ βέης καὶ Χουρσὴτ βέης ἀφίκοντο εἰς Σέρρας ἐπὶ τῷ σκοπῷ ἱδρύσεως Λέσχης τοῦ κόμματος των. — [1060, 1238, 1315, 1347]
crises-dateline: ΠΑΡΙΣΙΟΙ 4 Μαρτίου.— — [1080, 685, 1254, 700]
term: 3ον.—Ἡ Ἰταλία παραιτεῖται τῆς καταδιώξεως τῶν Ἰθαγενῶν, οἱ ὁποῖοι καὶ μετὰ τὴν προκήρυξιν τῆς προσαρτήσεως ἐξηκολούθησαν ἐχθροπραξίας. — [1060, 347, 1586, 379]
bishop-label: Ὁ Μητροπολίτης Βερροίας — [274, 1203, 437, 1218]
divider — [1060, 649, 1586, 650]
top-rule — [14, 44, 1586, 47]
doirani-sub4: ΟΛΑΙ ΑΙ ΛΕΠΤΟΜΕΡΕΙΑΙ — [693, 226, 889, 245]
lawyer-address: ΛΟΜΒΑΡΔΟΥ ΧΑΝ ΑΡΙΘΜΟΣ 6 — [332, 81, 476, 91]
lower-left-body — [14, 1078, 524, 1857]
kamtsidis-title2: ΤΟΥ κ. ΚΑΜΤΣΙΔΟΥ — [1343, 1224, 1566, 1252]
doirani-col-right — [808, 251, 1046, 1754]
divider — [1060, 1154, 1315, 1155]
paragraph: Ἐν περιλήψει ἡ ἰταλικὴ ἀπάντησις θέτει τοὺς ἑπομένους 7 ὅρους. — [1080, 238, 1515, 254]
divider — [1060, 109, 1586, 110]
section-head: ΟΥΔΕΝ ΚΑΚΟΝ... — [871, 1672, 983, 1689]
paragraph: Πληροφορία ἐκ Στρωμνίτσης ἀγγέλλουσιν ὅτι τὸ κόμμα τῆς «Ἐλευθερίας καὶ Συνεννοήσεως» ἵδρυσεν καὶ ἐν τῇ πόλει ἐκείνῃ Λέσχην. — [274, 1484, 524, 1563]
paragraph: Ἐν τέλει κηρύττει ἡ Ἰταλία ὅτι, καίτοι θὰ ἐξακολουθήσῃ τὸν πόλεμον διὰ παντὸς θεμιτοῦ τρόπου, θὰ εἶνε πάντοτε διατεθειμένη νὰ ἐξετάζῃ πᾶσαν πρότασιν τῶν Δυνάμεων τείνουσαν εἰς διαφύλαξιν τῆς τιμῆς καὶ τῆς ἀξιοπρεπείας τῆς Τουρκίας. — [1060, 566, 1586, 628]
right-block — [1060, 52, 1586, 2222]
term: 1ον.—Ἡ Ἰταλία ἀναγνωρίζει τὸ θρησκευτικὸν ἀξίωμα τοῦ Καλίφου, καθ' ὅσον τοῦτο δὲν ἔχει διοικητικάς, δικαστικὰς καὶ πολιτικὰς ἀξιώσεις. Ὑπὸ τὴν ἔννοιαν δύναται νὰ χρησιμεύσῃ ὡς βάσις τὸ ἄρθρον 4 τῆς Αὐστροτουρκικῆς συνθήκης. — [1060, 254, 1586, 316]
section-head: ΚΑΙ ΚΑΘ' ΟΔΟΝ ΕΝΕΔΡΑ — [854, 522, 1000, 537]
paragraph: — Προδόται τῆς πατρίδος δὲν θὰ σᾶς ἀφήσωμεν νὰ ζήσητε. — [536, 728, 796, 759]
latest-source: «Ν.Ε.Τ.» — [1528, 628, 1586, 644]
divider — [14, 299, 524, 300]
veria-addressee: Πρὸς τὸ προεδρεῖον τοῦ Πολιτικοῦ Συνδέσμου Θεσσαλονίκης — [49, 1701, 229, 1748]
section-head: Η ΔΙΑΛΕΞΙΣ — [888, 1210, 966, 1227]
lawyer-name: ΘΕΟΔΩΡΟΣ Α. ΟΙΚΟΝΟΜΟΥ — [302, 52, 506, 69]
divider — [1327, 952, 1582, 953]
divider — [14, 145, 270, 146]
divider — [689, 149, 893, 150]
paragraph: Ἐν τῷ μεταξὺ ἡ ἡμέρα ἔκλινε πρὸς τὸ τέρμα της καὶ ὁ κ. Χωναῖος βλέπων ὅτι θὰ ἔμεινεν ἐν τῷ σταθμῷ τηλεγράφησε καὶ ἀναφορᾶς εἰς τὸν Νομάρχην ἵνα ἐπιτρέψῃ τὴν εἰς τὴν πόλιν, ἀλλ' οἱ ἀστυνόμοι πρὸς τὸν ἐπήλθεν ὁδὸν. Περὶ τὴν δύσιν τοῦ ἡλίου ὁ καϊμακάμης τηλεγραφικῶς παρεκάλεσε τὸν σιδηροδρομικὸν σταθμάρχην καὶ φιλοξενήσῃ τὴν ἑσπέραν ἐκείνην τὸν κ. Χωναῖον καὶ νὰ δηλώσῃ εἰς αὐτὸν ἐκ μέρους του ὅτι ὁ καϊμακάμης λυπεῖται πολύ, διότι, ἕνεκα ἐλλείψεως διαταγῶν ἐκ μέρους τοῦ Νομάρχου, δὲν ἠδύνατο νὰ τῷ ἐπιτρέψῃ τὴν εἴσοδον εἰς τὴν πόλιν εἴσοδον. — [808, 877, 1046, 1159]
